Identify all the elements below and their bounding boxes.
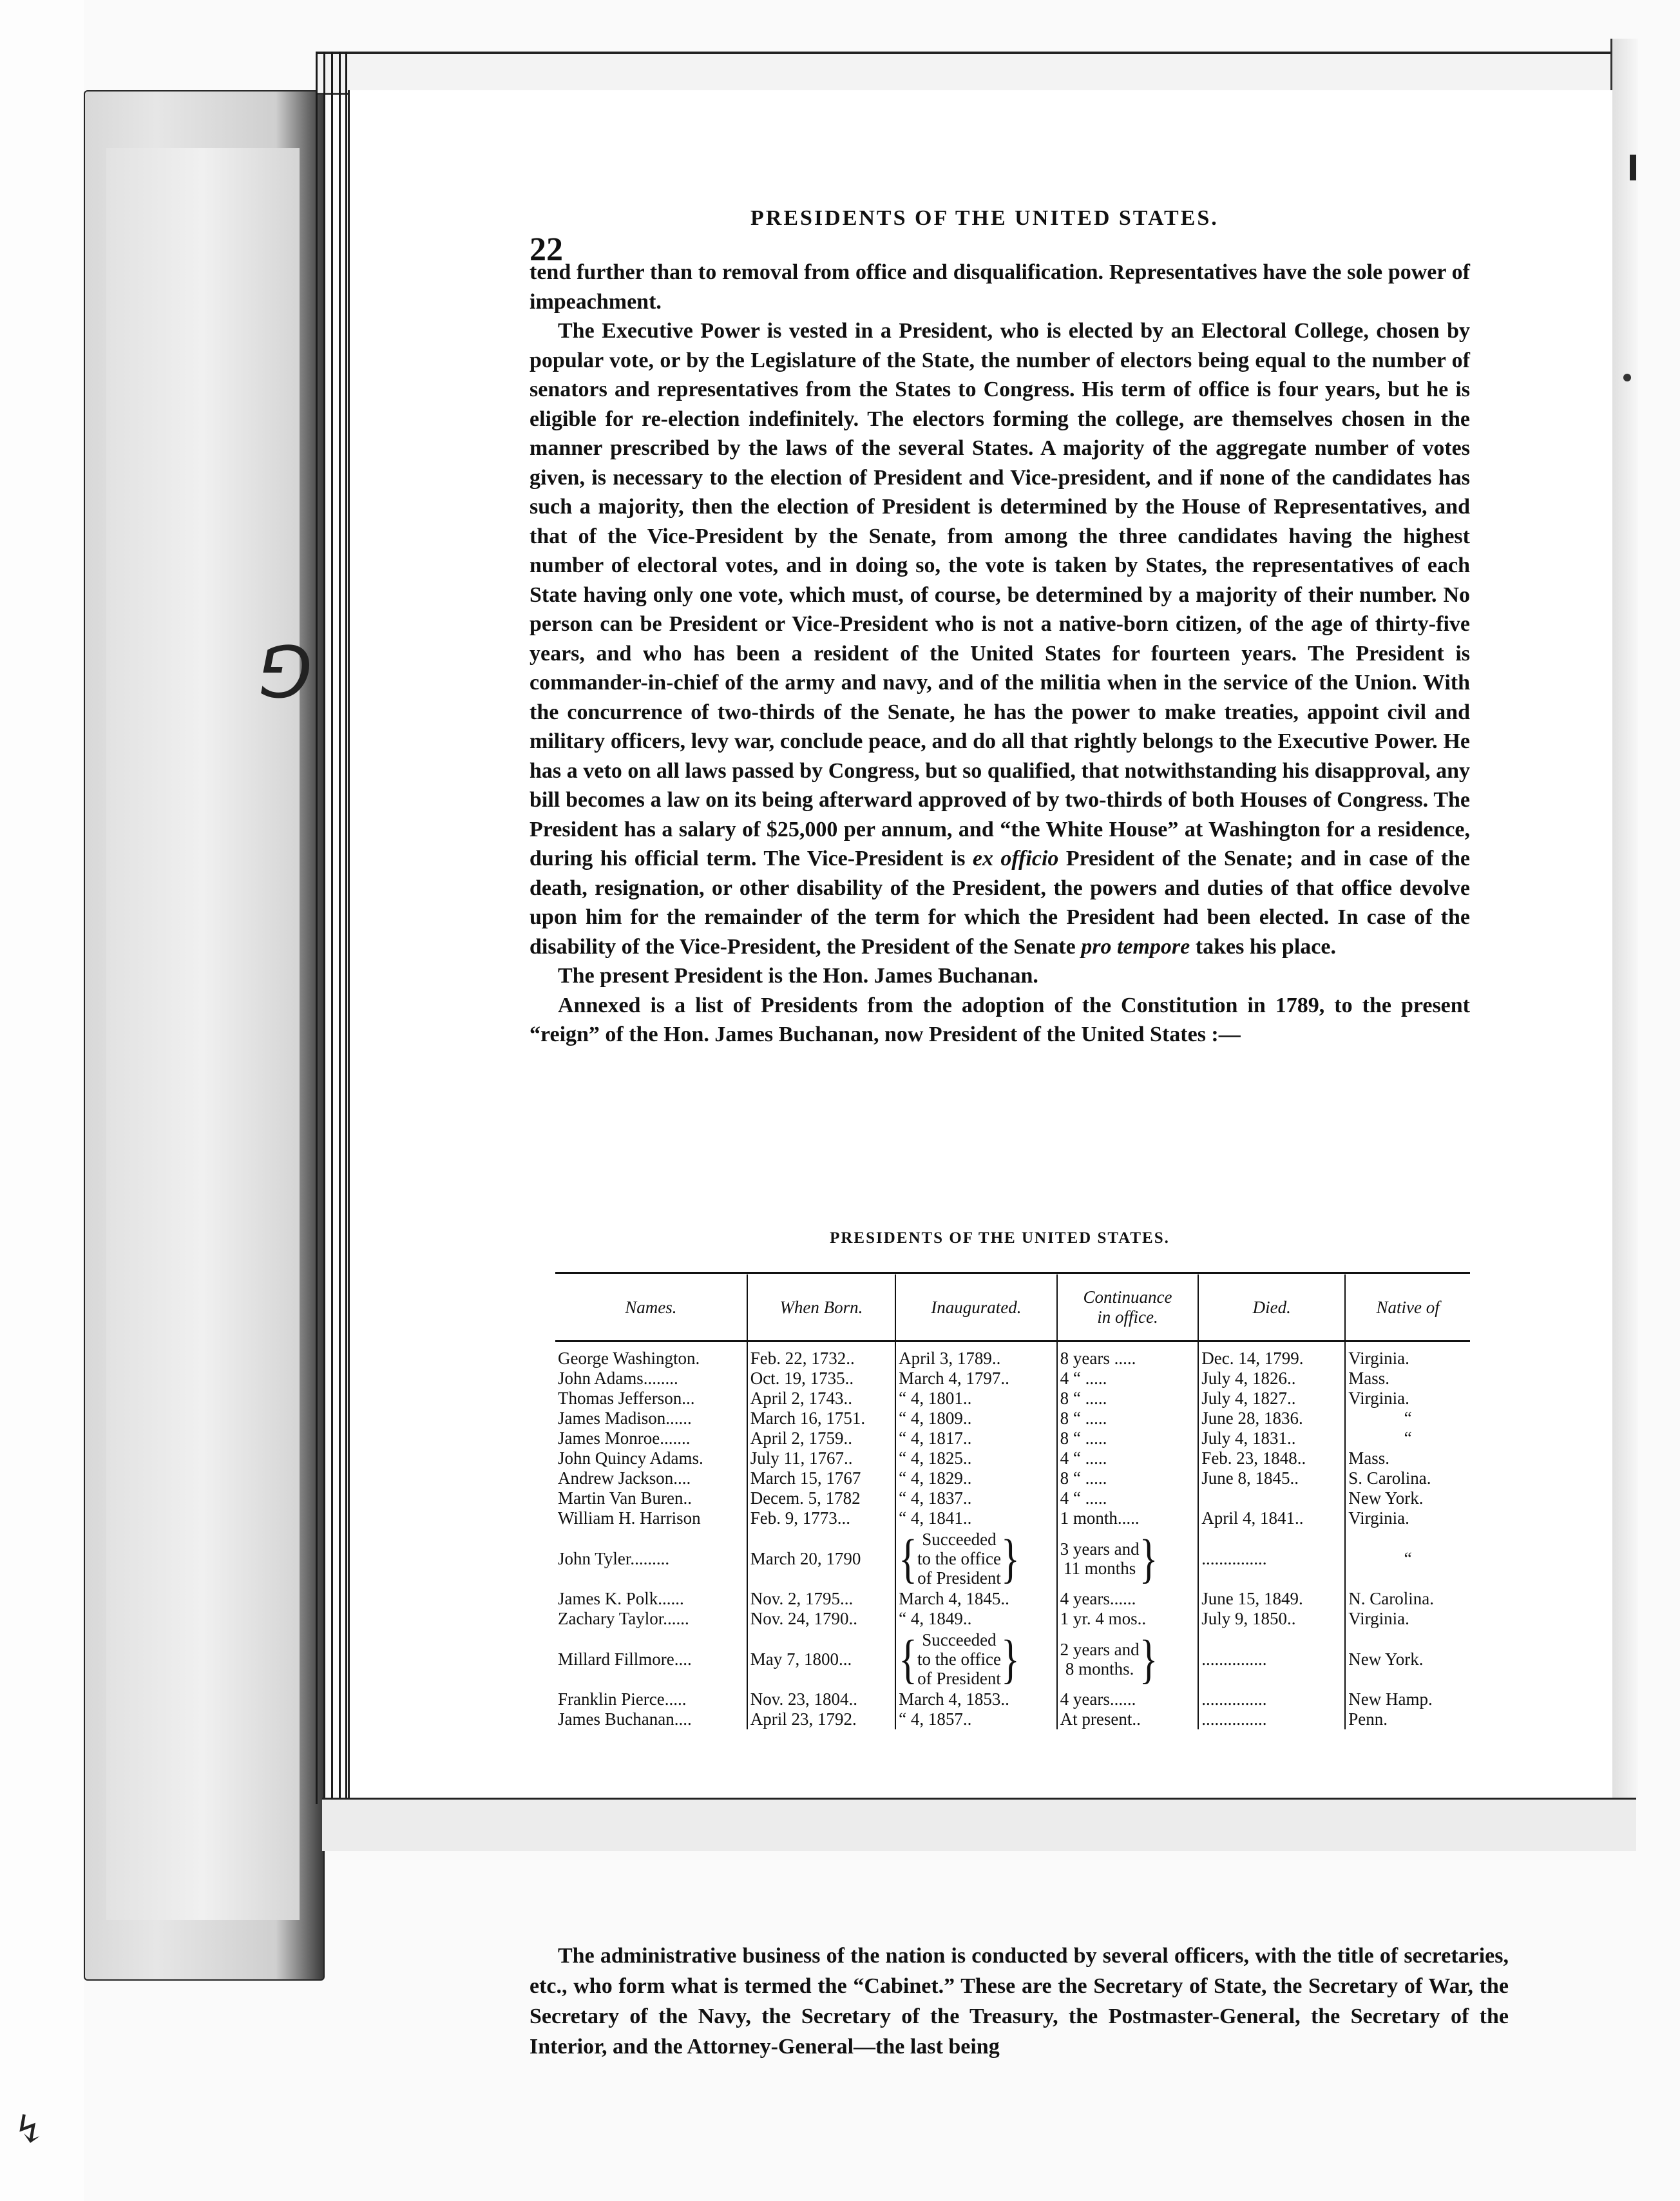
cell-native: New Hamp. <box>1345 1689 1470 1709</box>
cell-name: James Buchanan.... <box>558 1709 692 1729</box>
table-row <box>555 1389 1470 1408</box>
margin-dot-mark <box>1623 374 1631 381</box>
book-bottom-edge <box>322 1798 1636 1851</box>
left-brace: { <box>899 1629 917 1689</box>
cell-name: Franklin Pierce..... <box>558 1689 687 1709</box>
cell-name: Andrew Jackson.... <box>558 1468 691 1488</box>
table-row <box>555 1488 1470 1508</box>
cell-name: John Quincy Adams. <box>558 1448 703 1468</box>
cell-inaugurated: { Succeeded to the office of President} <box>895 1528 1057 1589</box>
header-died: Died. <box>1198 1274 1345 1341</box>
cell-native: New York. <box>1345 1629 1470 1689</box>
table-row <box>555 1408 1470 1428</box>
cell-inaugurated: March 4, 1853.. <box>895 1689 1057 1709</box>
cell-native: “ <box>1345 1428 1470 1448</box>
cell-born: April 2, 1743.. <box>747 1389 895 1408</box>
book-top-edge <box>316 52 1610 95</box>
cell-continuance: 1 yr. 4 mos.. <box>1057 1609 1199 1629</box>
cell-inaugurated: March 4, 1797.. <box>895 1369 1057 1389</box>
cell-continuance: 8 “ ..... <box>1057 1408 1199 1428</box>
cell-native: S. Carolina. <box>1345 1468 1470 1488</box>
cell-name: Martin Van Buren.. <box>558 1488 692 1508</box>
left-page-gutter-shadow <box>106 148 300 1920</box>
cell-born: Oct. 19, 1735.. <box>747 1369 895 1389</box>
scan-left-margin <box>0 0 84 2201</box>
cell-died: ............... <box>1198 1709 1345 1729</box>
header-native-of: Native of <box>1345 1274 1470 1341</box>
cell-native: Virginia. <box>1345 1341 1470 1369</box>
cell-continuance: 1 month..... <box>1057 1508 1199 1528</box>
cell-native: N. Carolina. <box>1345 1589 1470 1609</box>
cell-died: Feb. 23, 1848.. <box>1198 1448 1345 1468</box>
cell-inaugurated: “ 4, 1809.. <box>895 1408 1057 1428</box>
cell-continuance: At present.. <box>1057 1709 1199 1729</box>
right-brace: } <box>1000 1528 1020 1589</box>
paragraph-executive-power: The Executive Power is vested in a President, who is elected by an Electoral College, chosen by popular vote, or by the Legislature of the State, the number of electors being equal to the number of senators and representatives from the States to Congress. His term of office is four years, but he is eligible for re-election indefinitely. The electors forming the college, are themselves chosen in the manner prescribed by the laws of the several States. A majority of the aggregate number of votes given, is necessary to the election of President and Vice-president, and if none of the candidates has such a majority, then the election of President is determined by the House of Representatives, and that of the Vice-President by the Senate, from among the three candidates having the highest number of electoral votes, and in doing so, the vote is taken by States, the representatives of each State having only one vote, which must, of course, be determined by a majority of their number. No person can be President or Vice-President who is not a native-born citizen, of the age of thirty-five years, and who has been a resident of the United States for fourteen years. The President is commander-in-chief of the army and navy, and of the militia when in the service of the Union. With the concurrence of two-thirds of the Senate, he has the power to make treaties, appoint civil and military officers, levy war, conclude peace, and do all that rightly belongs to the Executive Power. He has a veto on all laws passed by Congress, but so qualified, that notwithstanding his disapproval, any bill becomes a law on its being afterward approved of by two-thirds of both Houses of Congress. The President has a salary of $25,000 per annum, and “the White House” at Washington for a residence, during his official term. The Vice-President is ex officio President of the Senate; and in case of the death, resignation, or other disability of the President, the powers and duties of that office devolve upon him for the remainder of the term for which the President had been elected. In case of the disability of the Vice-President, the President of the Senate pro tempore takes his place. <box>530 319 1470 959</box>
cell-born: Feb. 9, 1773... <box>747 1508 895 1528</box>
cell-inaugurated: April 3, 1789.. <box>895 1341 1057 1369</box>
body-text <box>530 258 1470 1050</box>
cell-continuance: 4 years...... <box>1057 1689 1199 1709</box>
cell-continuance: 4 “ ..... <box>1057 1448 1199 1468</box>
cell-died: ............... <box>1198 1629 1345 1689</box>
cell-native: “ <box>1345 1408 1470 1428</box>
paragraph-annexed-list: Annexed is a list of Presidents from the adoption of the Constitution in 1789, to the present “reign” of the Hon. James Buchanan, now President of the United States :— <box>530 993 1470 1046</box>
header-when-born: When Born. <box>747 1274 895 1341</box>
cell-native: Penn. <box>1345 1709 1470 1729</box>
scan-corner-mark: ↯ <box>13 2108 46 2151</box>
left-brace: { <box>899 1528 917 1589</box>
cell-died: June 8, 1845.. <box>1198 1468 1345 1488</box>
presidents-table <box>555 1274 1470 1729</box>
cell-name: Thomas Jefferson... <box>558 1389 695 1408</box>
cell-name: Millard Fillmore.... <box>558 1649 692 1669</box>
cell-native: Virginia. <box>1345 1609 1470 1629</box>
cell-born: Nov. 24, 1790.. <box>747 1609 895 1629</box>
cell-inaugurated: “ 4, 1801.. <box>895 1389 1057 1408</box>
cell-died: July 4, 1827.. <box>1198 1389 1345 1408</box>
cell-native: “ <box>1345 1528 1470 1589</box>
header-names: Names. <box>555 1274 747 1341</box>
table-row-tyler <box>555 1528 1470 1589</box>
cell-inaugurated: “ 4, 1829.. <box>895 1468 1057 1488</box>
cell-inaugurated: { Succeeded to the office of President} <box>895 1629 1057 1689</box>
cell-continuance: 8 “ ..... <box>1057 1428 1199 1448</box>
cell-born: April 2, 1759.. <box>747 1428 895 1448</box>
cell-native: New York. <box>1345 1488 1470 1508</box>
page-number: 22 <box>530 231 563 268</box>
cell-born: Nov. 23, 1804.. <box>747 1689 895 1709</box>
cell-born: July 11, 1767.. <box>747 1448 895 1468</box>
table-header-row <box>555 1274 1470 1341</box>
header-inaugurated: Inaugurated. <box>895 1274 1057 1341</box>
margin-tick-mark <box>1630 155 1636 180</box>
cell-born: Decem. 5, 1782 <box>747 1488 895 1508</box>
cell-name: Zachary Taylor...... <box>558 1609 689 1628</box>
cell-born: March 20, 1790 <box>747 1528 895 1589</box>
table-row <box>555 1369 1470 1389</box>
cell-died: ............... <box>1198 1528 1345 1589</box>
cell-continuance: 8 “ ..... <box>1057 1389 1199 1408</box>
cell-name: John Adams........ <box>558 1369 678 1388</box>
header-continuance: Continuance in office. <box>1057 1274 1199 1341</box>
table-row <box>555 1589 1470 1609</box>
table-row <box>555 1428 1470 1448</box>
cell-continuance: 3 years and 11 months} <box>1057 1528 1199 1589</box>
paragraph-present-president: The present President is the Hon. James Buchanan. <box>558 964 1038 988</box>
cell-born: March 15, 1767 <box>747 1468 895 1488</box>
table-top-rule <box>555 1272 1470 1274</box>
cell-inaugurated: “ 4, 1849.. <box>895 1609 1057 1629</box>
cell-continuance: 8 “ ..... <box>1057 1468 1199 1488</box>
cell-born: April 23, 1792. <box>747 1709 895 1729</box>
cell-continuance: 4 years...... <box>1057 1589 1199 1609</box>
paragraph-impeachment: tend further than to removal from office and disqualification. Representatives have the sole power of impeachment. <box>530 260 1470 314</box>
body-text-cabinet <box>530 1941 1509 2062</box>
cell-died: June 28, 1836. <box>1198 1408 1345 1428</box>
cell-name: John Tyler......... <box>558 1548 670 1568</box>
cell-born: Nov. 2, 1795... <box>747 1589 895 1609</box>
cell-name: George Washington. <box>558 1349 700 1368</box>
cell-born: March 16, 1751. <box>747 1408 895 1428</box>
table-row <box>555 1709 1470 1729</box>
table-row <box>555 1508 1470 1528</box>
cell-native: Virginia. <box>1345 1389 1470 1408</box>
cell-died: July 4, 1831.. <box>1198 1428 1345 1448</box>
cell-continuance: 4 “ ..... <box>1057 1488 1199 1508</box>
cell-died: ............... <box>1198 1689 1345 1709</box>
paragraph-cabinet: The administrative business of the nation is conducted by several officers, with the title of secretaries, etc., who form what is termed the “Cabinet.” These are the Secretary of State, the Secretary of War, the Secretary of the Navy, the Secretary of the Treasury, the Postmaster-General, the Secretary of the Interior, and the Attorney-General—the last being <box>530 1944 1509 2059</box>
table-row <box>555 1448 1470 1468</box>
table-row <box>555 1609 1470 1629</box>
cell-died: July 4, 1826.. <box>1198 1369 1345 1389</box>
right-page-edge <box>1610 39 1638 1798</box>
table-row <box>555 1341 1470 1369</box>
cell-born: May 7, 1800... <box>747 1629 895 1689</box>
right-brace: } <box>1139 1629 1158 1689</box>
right-brace: } <box>1000 1629 1020 1689</box>
cell-native: Mass. <box>1345 1448 1470 1468</box>
cell-name: James Monroe....... <box>558 1428 691 1448</box>
table-row <box>555 1689 1470 1709</box>
table-row <box>555 1468 1470 1488</box>
cell-native: Virginia. <box>1345 1508 1470 1528</box>
table-row-fillmore <box>555 1629 1470 1689</box>
cell-inaugurated: “ 4, 1857.. <box>895 1709 1057 1729</box>
cell-born: Feb. 22, 1732.. <box>747 1341 895 1369</box>
cell-inaugurated: “ 4, 1837.. <box>895 1488 1057 1508</box>
cell-inaugurated: “ 4, 1825.. <box>895 1448 1057 1468</box>
cell-died <box>1198 1488 1345 1508</box>
cell-died: July 9, 1850.. <box>1198 1609 1345 1629</box>
running-head: PRESIDENTS OF THE UNITED STATES. <box>750 206 1219 230</box>
right-brace: } <box>1139 1528 1158 1589</box>
cell-continuance: 8 years ..... <box>1057 1341 1199 1369</box>
cell-died: April 4, 1841.. <box>1198 1508 1345 1528</box>
cell-continuance: 2 years and 8 months. } <box>1057 1629 1199 1689</box>
cell-native: Mass. <box>1345 1369 1470 1389</box>
cell-inaugurated: “ 4, 1841.. <box>895 1508 1057 1528</box>
cell-name: William H. Harrison <box>558 1508 701 1528</box>
cell-inaugurated: March 4, 1845.. <box>895 1589 1057 1609</box>
cell-continuance: 4 “ ..... <box>1057 1369 1199 1389</box>
cell-inaugurated: “ 4, 1817.. <box>895 1428 1057 1448</box>
table-title: PRESIDENTS OF THE UNITED STATES. <box>830 1229 1170 1247</box>
cell-died: Dec. 14, 1799. <box>1198 1341 1345 1369</box>
handwritten-margin-mark: ⅁ <box>258 634 313 713</box>
cell-name: James Madison...... <box>558 1408 692 1428</box>
cell-died: June 15, 1849. <box>1198 1589 1345 1609</box>
cell-name: James K. Polk...... <box>558 1589 684 1608</box>
